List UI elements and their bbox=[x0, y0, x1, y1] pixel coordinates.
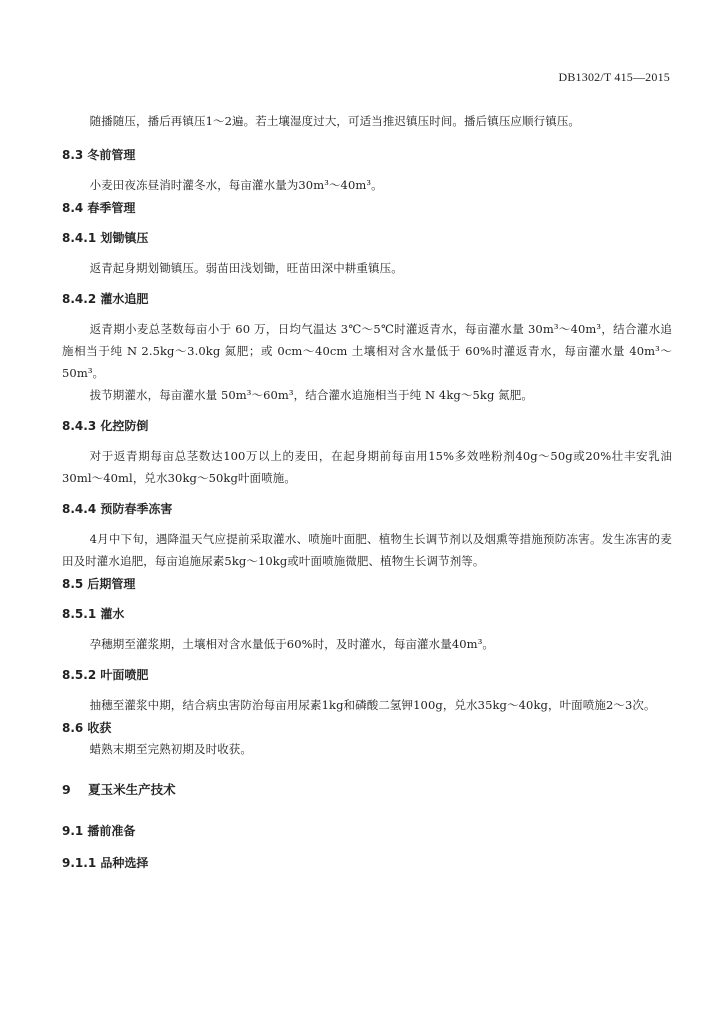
paragraph-8-5-1: 孕穗期至灌浆期，土壤相对含水量低于60%时，及时灌水，每亩灌水量40m³。 bbox=[89, 637, 494, 651]
paragraph-8-4-2-b: 拔节期灌水，每亩灌水量 50m³～60m³，结合灌水追施相当于纯 N 4kg～5kg 氮肥。 bbox=[89, 388, 533, 402]
heading-8-5: 8.5 后期管理 bbox=[62, 577, 136, 591]
paragraph-8-3: 小麦田夜冻昼消时灌冬水，每亩灌水量为30m³～40m³。 bbox=[89, 178, 383, 192]
heading-8-4-3: 8.4.3 化控防倒 bbox=[62, 419, 149, 433]
document-body bbox=[62, 110, 672, 873]
heading-8-6: 8.6 收获 bbox=[62, 721, 112, 735]
paragraph-8-5-2: 抽穗至灌浆中期，结合病虫害防治每亩用尿素1kg和磷酸二氢钾100g，兑水35kg～40kg，叶面喷施2～3次。 bbox=[89, 698, 656, 712]
heading-8-4: 8.4 春季管理 bbox=[62, 201, 136, 215]
heading-8-5-1: 8.5.1 灌水 bbox=[62, 607, 125, 621]
standard-code: DB1302/T 415—2015 bbox=[558, 70, 670, 84]
paragraph-8-4-3: 对于返青期每亩总茎数达100万以上的麦田，在起身期前每亩用15%多效唑粉剂40g～50g或20%壮丰安乳油30ml～40ml，兑水30kg～50kg叶面喷施。 bbox=[62, 449, 672, 485]
heading-8-5-2: 8.5.2 叶面喷肥 bbox=[62, 668, 149, 682]
heading-8-3: 8.3 冬前管理 bbox=[62, 148, 136, 162]
heading-8-4-2: 8.4.2 灌水追肥 bbox=[62, 292, 149, 306]
heading-9-1-1: 9.1.1 品种选择 bbox=[62, 856, 149, 870]
paragraph-8-4-4: 4月中下旬，遇降温天气应提前采取灌水、喷施叶面肥、植物生长调节剂以及烟熏等措施预防冻害。发生冻害的麦田及时灌水追肥，每亩追施尿素5kg～10kg或叶面喷施微肥、植物生长调节剂等。 bbox=[62, 532, 672, 568]
paragraph-sowing-compaction: 随播随压，播后再镇压1～2遍。若土壤湿度过大，可适当推迟镇压时间。播后镇压应顺行镇压。 bbox=[89, 114, 581, 128]
heading-9: 9 夏玉米生产技术 bbox=[62, 782, 176, 797]
heading-8-4-1: 8.4.1 划锄镇压 bbox=[62, 231, 149, 245]
heading-8-4-4: 8.4.4 预防春季冻害 bbox=[62, 502, 173, 516]
paragraph-8-4-1: 返青起身期划锄镇压。弱苗田浅划锄，旺苗田深中耕重镇压。 bbox=[89, 261, 403, 275]
paragraph-8-4-2-a: 返青期小麦总茎数每亩小于 60 万，日均气温达 3℃～5℃时灌返青水，每亩灌水量 30m³～40m³，结合灌水追施相当于纯 N 2.5kg～3.0kg 氮肥；或 0cm～40cm 土壤相对含水量低于 60%时灌返青水，每亩灌水量 40m³～50m³。 bbox=[62, 322, 672, 380]
heading-9-1: 9.1 播前准备 bbox=[62, 824, 136, 838]
paragraph-8-6: 蜡熟末期至完熟初期及时收获。 bbox=[89, 742, 252, 756]
